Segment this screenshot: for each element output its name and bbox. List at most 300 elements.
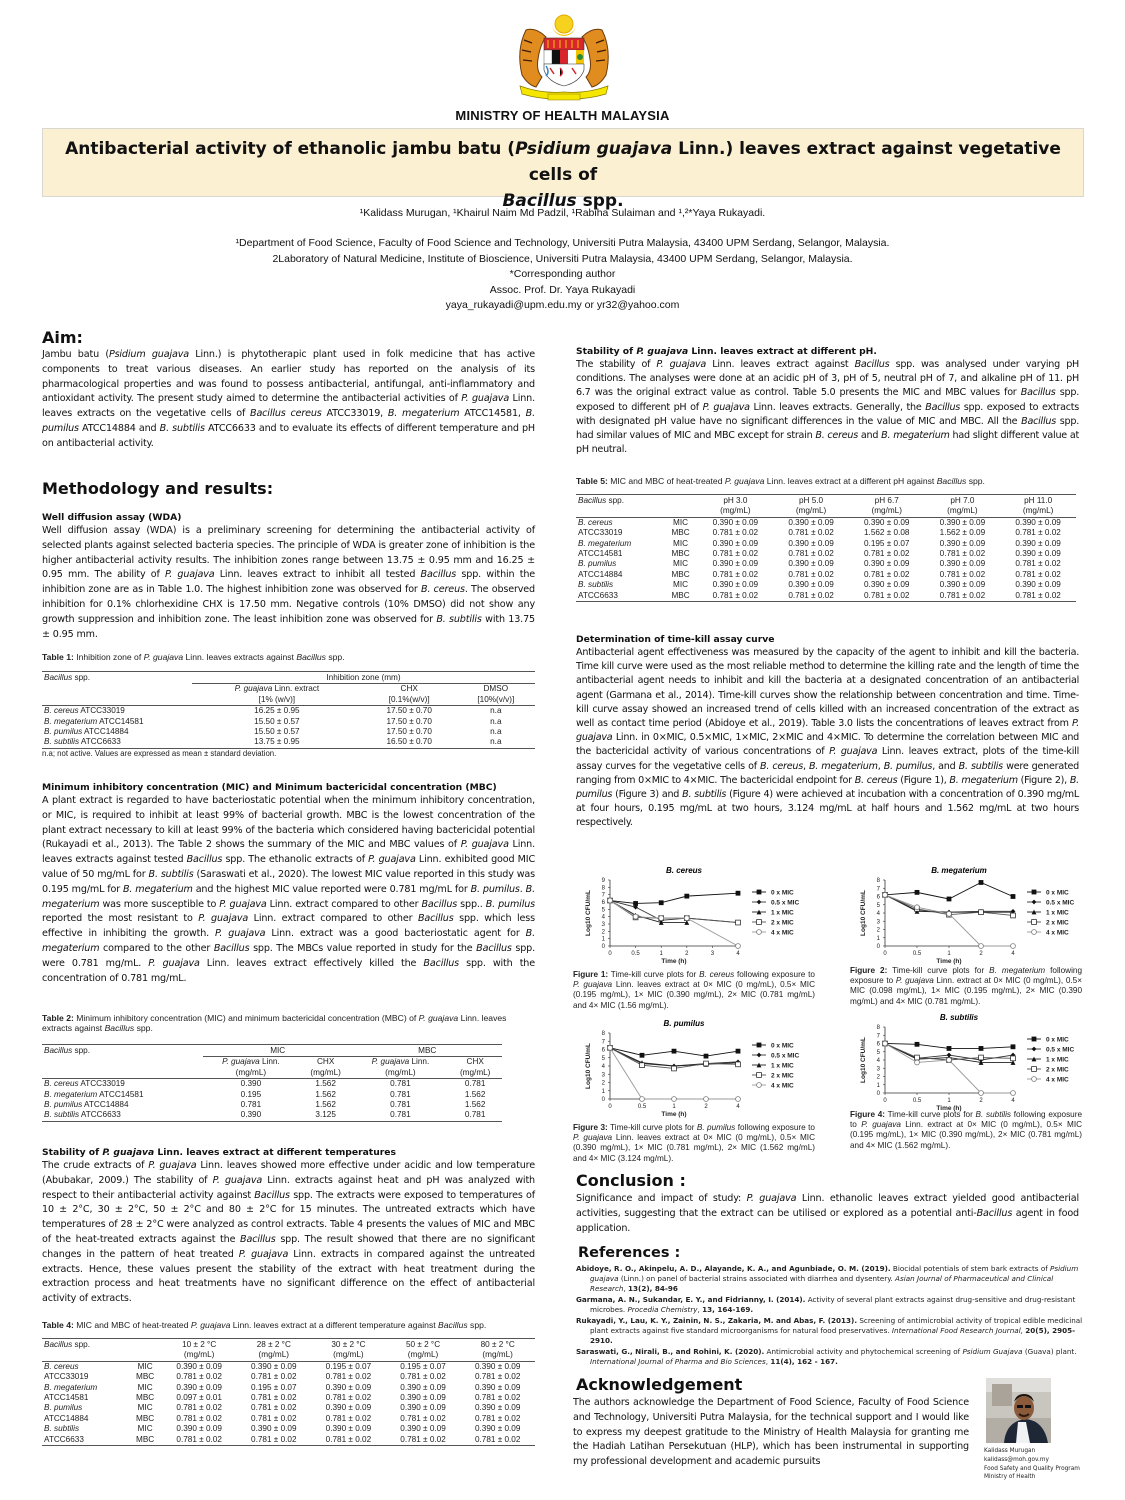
italic-text-run: P. guajava xyxy=(829,746,878,758)
conclusion-text xyxy=(576,1192,1079,1236)
strain-id: ATCC6633 xyxy=(79,1110,121,1120)
y-tick-label: 1 xyxy=(876,935,880,942)
value-cell: 0.390 ± 0.09 xyxy=(176,1424,222,1434)
italic-text-run: P. guajava xyxy=(148,1160,197,1171)
column-header: CHX (mg/mL) xyxy=(448,1057,502,1079)
measure-type-cell: MBC xyxy=(671,549,690,559)
y-tick-label: 4 xyxy=(601,914,605,921)
value-cell: 0.781 ± 0.02 xyxy=(162,1435,237,1446)
table-row xyxy=(42,737,535,748)
italic-text-run: P. guajava xyxy=(215,928,266,940)
text-run: Linn. leaves extract effectively killed the xyxy=(199,957,424,969)
heading-part: Linn. leaves extract at different pH. xyxy=(688,346,877,357)
text-run: (Figure 2), xyxy=(1017,774,1070,786)
data-point xyxy=(608,1045,613,1050)
aim-text xyxy=(42,348,535,452)
y-tick-label: 7 xyxy=(876,1033,880,1040)
text-run: compared to the other xyxy=(99,942,214,954)
x-axis-label: Time (h) xyxy=(936,1105,962,1112)
value-cell: 0.781 ± 0.02 xyxy=(712,528,759,538)
value-cell: 0.781 ± 0.02 xyxy=(712,569,759,579)
value-cell: 0.390 ± 0.09 xyxy=(788,559,834,569)
species-name: B. pumilus xyxy=(44,1100,83,1110)
corresponding-email[interactable]: yaya_rukayadi@upm.edu.my or yr32@yahoo.com xyxy=(445,299,680,311)
bold-text-run: Abidoye, R. O., Akinpelu, A. D., Alayande, K. A., and Agunbiade, O. M. (2019). xyxy=(576,1264,891,1273)
value-cell: 0.781 ± 0.02 xyxy=(1015,528,1061,538)
data-point xyxy=(684,894,689,899)
species-cell xyxy=(42,1361,128,1372)
species-cell xyxy=(42,1110,203,1121)
x-tick-label: 4 xyxy=(736,951,740,957)
italic-text-run: B. megaterium xyxy=(42,928,535,954)
data-point xyxy=(736,1049,741,1054)
measure-type-cell: MIC xyxy=(137,1382,153,1392)
figure-2-caption xyxy=(850,966,1082,1007)
text-run: spp. The ethanolic extracts of xyxy=(222,854,369,866)
author-photo xyxy=(986,1378,1051,1443)
italic-text-run: Bacillus xyxy=(104,1023,135,1033)
figure-4-chart xyxy=(845,1013,1090,1116)
value-cell: 17.50 ± 0.70 xyxy=(386,716,432,726)
table-row xyxy=(42,717,535,727)
x-axis-label: Time (h) xyxy=(661,958,687,965)
italic-text-run: P. guajava xyxy=(656,359,707,370)
legend-label: 4 x MIC xyxy=(771,929,794,937)
value-cell: 0.390 ± 0.09 xyxy=(325,1424,372,1434)
species-cell xyxy=(42,1435,128,1446)
italic-text-run: Bacillus xyxy=(254,1189,290,1201)
measure-type-cell: MBC xyxy=(664,591,698,602)
y-tick-label: 6 xyxy=(876,1041,880,1048)
italic-text-run: B. pumilus xyxy=(470,883,520,895)
strain-id: ATCC14581 xyxy=(578,549,623,559)
italic-text-run: B. subtilis xyxy=(682,789,727,801)
x-tick-label: 0 xyxy=(883,951,887,957)
italic-text-run: Bacillus xyxy=(296,652,326,662)
species-cell xyxy=(576,539,664,549)
species-cell xyxy=(42,1090,203,1100)
measure-type-cell: MBC xyxy=(136,1372,155,1382)
table-row xyxy=(42,1090,502,1100)
value-cell: 0.390 ± 0.09 xyxy=(1015,538,1061,548)
italic-text-run: Asian Journal of Pharmaceutical and Clinical Research xyxy=(590,1274,1054,1293)
data-point xyxy=(640,1053,645,1058)
text-run: Linn. leaves extract against xyxy=(706,359,855,370)
table-caption-text xyxy=(74,652,345,662)
value-cell: 0.390 ± 0.09 xyxy=(1015,549,1061,559)
value-cell: 0.390 ± 0.09 xyxy=(1015,517,1061,527)
species-name: B. cereus xyxy=(44,1361,79,1371)
strain-id: ATCC6633 xyxy=(578,590,618,600)
column-header-italic: Bacillus xyxy=(44,673,73,682)
value-cell: 0.390 ± 0.09 xyxy=(939,517,986,527)
legend-label: 1 x MIC xyxy=(771,909,794,917)
text-run: , xyxy=(697,1305,703,1314)
italic-text-run: B. megaterium xyxy=(122,883,193,895)
italic-text-run: P. guajava xyxy=(198,913,249,925)
data-point xyxy=(704,1097,709,1102)
species-cell xyxy=(576,591,664,602)
text-run: spp. xyxy=(325,652,345,662)
text-run: spp. within the inhibition zone are as in Table 1.0. The highest inhibition zone was observed for xyxy=(42,569,536,596)
italic-text-run: Bacillus xyxy=(423,957,460,969)
column-header-italic: P. guajava xyxy=(234,684,273,694)
series-0-x-mic xyxy=(883,880,1016,901)
acknowledgement-text: The authors acknowledge the Department of Food Science, Faculty of Food Science and Technology, Universiti Putra Malaysia, for the technical support and I would like to express my deepest gratitude to the Ministry of Health Malaysia for granting me the Hadiah Latihan Persekutuan (HLP), which has been instrumental in supporting my professional development and academic pursuits xyxy=(573,1397,969,1468)
value-cell: 15.50 ± 0.57 xyxy=(254,716,300,726)
text-run: Linn. extract compared to other xyxy=(266,898,422,910)
legend-label: 4 x MIC xyxy=(771,1082,794,1090)
legend-marker xyxy=(757,900,762,905)
table-2-grid xyxy=(42,1044,502,1122)
species-cell xyxy=(576,570,664,580)
italic-text-run: Bacillus xyxy=(1021,415,1056,427)
text-run: and xyxy=(858,430,882,442)
italic-text-run: B. megaterium xyxy=(949,774,1018,786)
text-run: Linn. extracts in compared against the untreated extracts. Hence, these values present the stability of the extract with heat treatment during the extraction process and heat treatments have no significant difference on the effect of antibacterial activity of extracts. xyxy=(42,1248,535,1305)
ministry-crest-logo xyxy=(508,10,620,105)
value-cell: 0.390 ± 0.09 xyxy=(400,1403,446,1413)
legend-label: 0 x MIC xyxy=(1046,889,1069,897)
text-run: Activity of several plant extracts against drug-sensitive and drug-resistant microbes. xyxy=(590,1295,1076,1314)
text-run: reported the most resistant to xyxy=(42,913,199,925)
timekill-heading: Determination of time-kill assay curve xyxy=(576,634,775,645)
italic-text-run: B. cereus xyxy=(854,774,898,786)
data-point xyxy=(947,911,952,916)
text-run: spp. xyxy=(966,476,985,486)
corresponding-name: Assoc. Prof. Dr. Yaya Rukayadi xyxy=(489,283,636,296)
value-cell: 1.562 xyxy=(315,1089,336,1099)
y-tick-label: 5 xyxy=(876,902,880,909)
legend-label: 1 x MIC xyxy=(1046,1056,1069,1064)
heading-italic-part: P. guajava xyxy=(636,346,689,357)
text-run: Linn. leaves showed more effective under acidic and low temperature (Abubakar, 2009.) The stability of xyxy=(42,1160,535,1186)
italic-text-run: P. guajava xyxy=(238,1248,289,1260)
species-name: B. subtilis xyxy=(578,580,614,590)
strain-id: ATCC14884 xyxy=(82,1100,129,1110)
data-point xyxy=(633,914,638,919)
legend-marker xyxy=(757,1083,762,1088)
value-cell: 0.781 ± 0.02 xyxy=(400,1413,446,1423)
value-cell: 1.562 xyxy=(464,1089,486,1099)
column-header-italic: Bacillus xyxy=(578,496,607,505)
heading-part: Stability of xyxy=(42,1147,103,1158)
table-row xyxy=(576,528,1076,538)
x-tick-label: 0.5 xyxy=(631,951,640,957)
x-tick-label: 0 xyxy=(608,1104,612,1110)
references-heading: References : xyxy=(578,1245,681,1261)
chart-title: B. cereus xyxy=(665,866,703,875)
text-run: following exposure to xyxy=(735,1123,815,1132)
value-cell: 0.781 ± 0.02 xyxy=(325,1372,372,1382)
value-cell: 0.390 ± 0.09 xyxy=(788,538,834,548)
legend-marker xyxy=(1032,930,1037,935)
legend-marker xyxy=(757,930,762,935)
italic-text-run: B. megaterium xyxy=(808,760,878,772)
species-cell xyxy=(42,1100,203,1110)
x-tick-label: 1 xyxy=(672,1104,676,1110)
table-2 xyxy=(42,1013,535,1122)
x-tick-label: 3 xyxy=(710,951,715,957)
text-run: spp.. xyxy=(457,898,486,910)
italic-text-run: Bacillus xyxy=(213,942,250,954)
measure-type-cell: MIC xyxy=(673,580,689,590)
text-run: The stability of xyxy=(576,359,657,370)
y-tick-label: 8 xyxy=(601,1031,605,1037)
text-run: Time-kill curve plots for xyxy=(607,1123,697,1132)
figure-2-chart xyxy=(845,866,1090,971)
text-run: Linn. leaves extracts. Generally, the xyxy=(749,401,926,413)
data-point xyxy=(672,1049,677,1054)
text-run: Linn. extract was a good bacteriostatic agent for xyxy=(265,928,526,940)
table-5-caption xyxy=(576,476,1079,486)
measure-type-cell: MIC xyxy=(137,1403,153,1413)
value-cell: 0.390 ± 0.09 xyxy=(788,517,834,527)
species-name: B. pumilus xyxy=(44,727,83,737)
table-row xyxy=(42,1079,502,1090)
title-part: spp. xyxy=(576,191,624,211)
table-row xyxy=(42,1361,535,1372)
italic-text-run: B. pumilus xyxy=(42,408,535,434)
y-tick-label: 3 xyxy=(601,922,605,928)
strain-id: ATCC14581 xyxy=(97,1089,144,1099)
column-unit: (mg/mL) xyxy=(1022,506,1054,516)
x-tick-label: 0 xyxy=(883,1098,887,1104)
text-run: were generated ranging from 0×MIC to 4×MIC. The bactericidal endpoint for xyxy=(576,760,1079,786)
italic-text-run: Psidium guajava xyxy=(590,1264,1079,1283)
value-cell: 0.781 ± 0.02 xyxy=(849,591,925,602)
italic-text-run: B. subtilis xyxy=(159,422,205,434)
legend-marker xyxy=(1032,1037,1037,1042)
data-point xyxy=(704,1061,709,1066)
column-header-species: Bacillus spp. xyxy=(576,495,664,518)
column-unit: (mg/mL) xyxy=(183,1350,215,1360)
data-point xyxy=(659,900,664,905)
y-tick-label: 5 xyxy=(601,1055,605,1062)
contact-email[interactable]: kalidass@moh.gov.my xyxy=(984,1456,1049,1463)
series-1-x-mic xyxy=(608,898,690,925)
italic-text-run: B. subtilis xyxy=(958,760,1003,772)
italic-text-run: Bacillus xyxy=(936,476,967,486)
text-run: had slight different value at pH neutral. xyxy=(576,430,1079,456)
value-cell: 0.781 ± 0.02 xyxy=(939,549,986,559)
italic-text-run: P. guajava xyxy=(746,1193,797,1204)
value-cell: 0.195 ± 0.07 xyxy=(325,1361,372,1371)
reference-item xyxy=(576,1316,1084,1346)
value-cell: 0.781 ± 0.02 xyxy=(176,1413,222,1423)
value-cell: 0.781 ± 0.02 xyxy=(251,1393,297,1403)
data-point xyxy=(947,897,952,902)
italic-text-run: B. cereus xyxy=(699,970,735,979)
value-cell: 0.390 ± 0.09 xyxy=(325,1403,372,1413)
text-run: Linn. extract compared to other xyxy=(248,913,418,925)
table-4-grid xyxy=(42,1338,535,1446)
value-cell: 16.50 ± 0.70 xyxy=(362,737,457,748)
value-cell: 0.781 ± 0.02 xyxy=(712,549,759,559)
table-2-caption xyxy=(42,1013,512,1033)
value-cell: 0.390 ± 0.09 xyxy=(400,1393,446,1403)
italic-text-run: P. guajava xyxy=(573,980,613,990)
text-run: spp. which less effective in inhibiting the growth. xyxy=(42,913,535,940)
data-point xyxy=(947,1046,952,1051)
bold-text-run: 20(5), 2905-2910. xyxy=(590,1326,1076,1345)
column-unit: (mg/mL) xyxy=(310,1067,341,1077)
strain-id: ATCC33019 xyxy=(78,706,125,716)
legend-label: 0 x MIC xyxy=(771,1042,794,1050)
text-run: Biocidal potentials of stem bark extracts of xyxy=(890,1264,1051,1273)
text-run: (Linn.) on panel of bacterial strains associated with diarrhea and dysentery. xyxy=(618,1274,896,1283)
value-cell: 0.390 ± 0.09 xyxy=(251,1361,297,1371)
table-row xyxy=(42,1383,535,1393)
ph-heading xyxy=(576,346,1079,357)
column-header: 28 ± 2 °C (mg/mL) xyxy=(236,1339,311,1362)
value-cell: 0.195 ± 0.07 xyxy=(863,538,910,548)
chart-title: B. subtilis xyxy=(939,1013,979,1022)
value-cell: 0.781 ± 0.02 xyxy=(474,1372,521,1382)
column-header: pH 11.0 (mg/mL) xyxy=(1000,495,1076,518)
column-header-italic: Bacillus xyxy=(44,1046,73,1055)
value-cell: 0.781 ± 0.02 xyxy=(925,591,1001,602)
text-run: ATCC33019, xyxy=(321,408,388,420)
text-run: . The observed inhibition for 0.1% chlorhexidine CHX is 17.50 mm. Negative controls (10% DMSO) did not show any growth suppression and inhibition zone. The least inhibition zone was observed for xyxy=(42,584,535,625)
wda-text xyxy=(42,524,535,642)
text-run: Linn. in 0×MIC, 0.5×MIC, 1×MIC, 2×MIC and 4×MIC. To determine the correlation between MIC and the bactericidal activity of various concentrations of xyxy=(576,732,1079,758)
series-line xyxy=(885,895,1013,946)
legend-marker xyxy=(757,1053,762,1058)
text-run: spp. exposed to different pH of xyxy=(576,387,1079,413)
title-italic-part: Bacillus xyxy=(502,191,577,211)
value-cell: 0.390 ± 0.09 xyxy=(712,538,759,548)
column-header-species: Bacillus spp. xyxy=(42,1339,128,1362)
text-run: , xyxy=(877,760,884,772)
table-caption-text xyxy=(74,1320,486,1330)
data-point xyxy=(672,1066,677,1071)
legend-label: 2 x MIC xyxy=(1046,1066,1069,1074)
figure-1-caption xyxy=(573,970,815,1011)
table-row xyxy=(42,1100,502,1110)
y-tick-label: 4 xyxy=(601,1064,605,1070)
species-name: B. subtilis xyxy=(44,1110,80,1120)
value-cell: 1.562 xyxy=(464,1100,486,1110)
y-axis-label: Log10 CFU/mL xyxy=(860,890,867,936)
strain-id: ATCC14581 xyxy=(44,1393,89,1403)
value-cell: 0.390 xyxy=(240,1079,262,1089)
table-caption-label: Table 5: xyxy=(576,476,608,486)
heading-italic-part: P. guajava xyxy=(102,1147,155,1158)
y-tick-label: 7 xyxy=(876,886,880,893)
series-line xyxy=(885,882,1013,899)
x-axis-label: Time (h) xyxy=(936,958,962,965)
value-cell: 1.562 ± 0.08 xyxy=(863,528,910,538)
y-tick-label: 5 xyxy=(601,907,605,914)
italic-text-run: Bacillus xyxy=(976,1207,1013,1219)
affiliations xyxy=(0,236,1125,314)
species-cell xyxy=(42,1372,128,1382)
value-cell: 0.781 ± 0.02 xyxy=(1015,569,1061,579)
text-run: Linn. leaves extracts against tested xyxy=(42,839,535,866)
text-run: Linn. leaves extract, plots of the time-kill assay curves for the vegetative cells of xyxy=(576,746,1079,772)
value-cell: 0.390 ± 0.09 xyxy=(474,1403,521,1413)
table-row xyxy=(42,1110,502,1121)
italic-text-run: Procedia Chemistry xyxy=(627,1305,698,1314)
legend-marker xyxy=(757,1043,762,1048)
value-cell: 0.781 ± 0.02 xyxy=(460,1435,535,1446)
y-tick-label: 6 xyxy=(601,1047,605,1054)
measure-type-cell: MBC xyxy=(136,1413,155,1423)
column-unit: (mg/mL) xyxy=(407,1350,439,1360)
mic-heading: Minimum inhibitory concentration (MIC) and Minimum bactericidal concentration (MBC) xyxy=(42,782,497,793)
x-tick-label: 0.5 xyxy=(912,1098,922,1104)
figure-caption-text xyxy=(573,970,815,1010)
bold-text-run: Saraswati, G., Nirali, B., and Rohini, K. (2020). xyxy=(576,1347,765,1356)
y-tick-label: 2 xyxy=(876,1074,880,1081)
y-tick-label: 1 xyxy=(601,1088,605,1095)
species-name: B. cereus xyxy=(578,517,613,527)
figure-caption-label: Figure 2: xyxy=(850,966,888,975)
species-cell xyxy=(42,727,192,737)
legend-label: 0.5 x MIC xyxy=(1046,1046,1075,1054)
text-run: ATCC14884 and xyxy=(78,422,160,434)
species-cell xyxy=(42,1414,128,1424)
value-cell: 0.390 ± 0.09 xyxy=(863,580,910,590)
value-cell: 0.781 ± 0.02 xyxy=(251,1403,297,1413)
legend-label: 4 x MIC xyxy=(1046,1076,1069,1084)
contact-name: Kalidass Murugan xyxy=(984,1448,1036,1454)
italic-text-run: P. guajava xyxy=(164,569,215,581)
value-cell: 0.390 ± 0.09 xyxy=(400,1382,446,1392)
text-run: MIC and MBC of heat-treated xyxy=(607,476,725,486)
species-cell xyxy=(576,517,664,528)
text-run: MIC and MBC of heat-treated xyxy=(73,1320,191,1330)
column-header: 30 ± 2 °C (mg/mL) xyxy=(311,1339,386,1362)
species-cell xyxy=(576,559,664,569)
series-0-x-mic xyxy=(608,891,741,906)
table-5 xyxy=(576,476,1079,602)
data-point xyxy=(672,1097,677,1102)
strain-id: ATCC14884 xyxy=(82,727,129,737)
column-header: pH 6.7 (mg/mL) xyxy=(849,495,925,518)
column-group-header: MBC xyxy=(352,1045,502,1057)
data-point xyxy=(915,1060,920,1065)
x-tick-label: 2 xyxy=(685,951,689,957)
value-cell: 0.781 xyxy=(390,1089,411,1099)
value-cell: 0.781 ± 0.02 xyxy=(939,569,986,579)
reference-item xyxy=(576,1295,1084,1315)
text-run: Linn. leaves extract at a different pH against xyxy=(764,476,937,486)
column-header-italic: Bacillus xyxy=(44,1340,73,1349)
y-tick-label: 4 xyxy=(876,911,880,917)
value-cell: n.a xyxy=(490,716,502,726)
species-cell xyxy=(42,1393,128,1403)
italic-text-run: Psidium Guajava xyxy=(962,1347,1023,1356)
figure-1-chart xyxy=(570,866,830,973)
italic-text-run: P. guajava xyxy=(573,1133,613,1143)
italic-text-run: P. guajava xyxy=(418,1013,459,1023)
measure-type-cell: MBC xyxy=(136,1393,155,1403)
text-run: ATCC6633 and to evaluate its effects of different temperature and pH on antibacterial activity. xyxy=(42,422,535,449)
value-cell: 0.781 xyxy=(448,1110,502,1121)
column-header: 50 ± 2 °C (mg/mL) xyxy=(386,1339,461,1362)
column-unit: [0.1%(w/v)] xyxy=(388,694,430,704)
value-cell: 0.390 xyxy=(203,1110,299,1121)
legend-label: 0.5 x MIC xyxy=(771,899,800,907)
italic-text-run: Bacillus xyxy=(476,942,512,954)
text-run: spp. xyxy=(467,1320,487,1330)
bold-text-run: 11(4), 162 - 167. xyxy=(770,1357,838,1366)
text-run: Linn. leaves extract at a different temperature against xyxy=(230,1320,439,1330)
mic-text xyxy=(42,794,535,986)
figure-caption-text xyxy=(573,1123,815,1163)
